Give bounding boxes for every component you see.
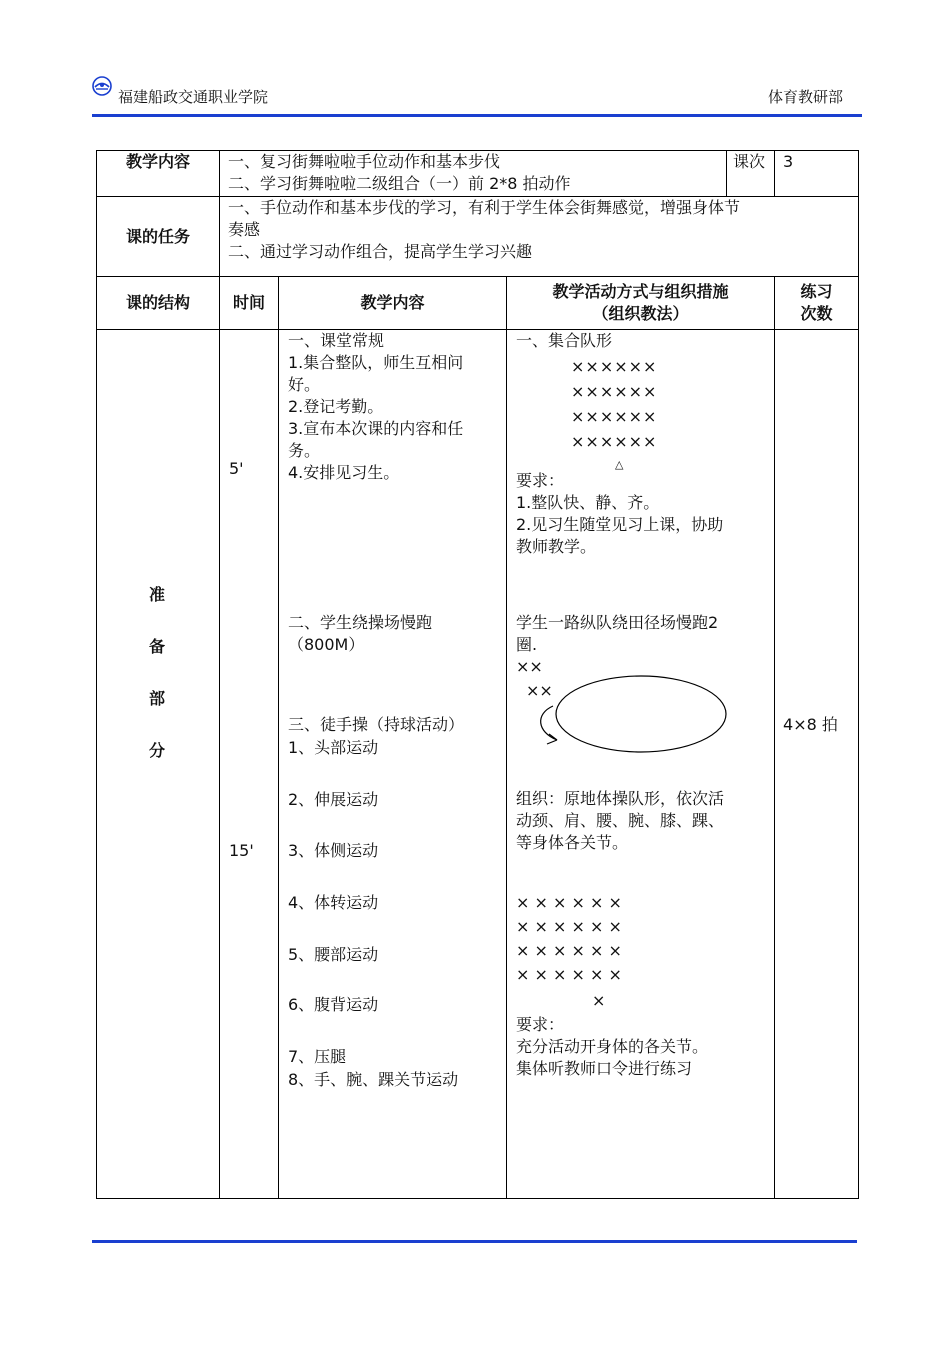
task-row <box>97 197 859 277</box>
time-part-2: 15' <box>229 841 254 860</box>
req-1: 1.整队快、静、齐。 <box>516 493 660 512</box>
exercise-5: 5、腰部运动 <box>288 945 379 964</box>
col-count-line-2: 次数 <box>800 304 833 323</box>
prep-char-3: 部 <box>149 689 166 708</box>
prep-char-2: 备 <box>149 637 166 656</box>
prep-char-1: 准 <box>149 585 166 604</box>
exercise-8: 8、手、腕、踝关节运动 <box>288 1070 459 1089</box>
task-text <box>220 197 859 277</box>
routine-3b: 务。 <box>288 441 321 460</box>
req-2b: 教师教学。 <box>516 537 597 556</box>
drill-leader: × <box>592 991 606 1010</box>
requirements-block <box>516 470 723 558</box>
footer-rule <box>92 1240 857 1243</box>
header-rule <box>92 114 862 117</box>
exercise-1: 1、头部运动 <box>288 738 379 757</box>
formation-title: 一、集合队形 <box>516 331 613 350</box>
req2-title: 要求： <box>516 1015 565 1034</box>
org-a: 组织：原地体操队形，依次活 <box>516 789 725 808</box>
drill-row-1: × × × × × × <box>516 893 622 912</box>
exercise-3: 3、体侧运动 <box>288 841 379 860</box>
prep-char-4: 分 <box>149 741 166 760</box>
prep-method-cell <box>507 330 775 1199</box>
run-block <box>288 612 432 656</box>
exercise-title: 三、徒手操（持球活动） <box>288 715 465 734</box>
content-line-1: 一、复习街舞啦啦手位动作和基本步伐 <box>228 152 501 171</box>
task-label: 课的任务 <box>97 197 220 277</box>
routine-1a: 1.集合整队，师生互相问 <box>288 353 464 372</box>
school-emblem-icon <box>92 76 112 96</box>
run-line-a: 二、学生绕操场慢跑 <box>288 613 433 632</box>
school-name: 福建船政交通职业学院 <box>118 88 269 106</box>
time-part-1: 5' <box>229 459 244 478</box>
organization-block <box>516 788 724 854</box>
run-method-a: 学生一路纵队绕田径场慢跑2 <box>516 613 719 632</box>
prep-row <box>97 330 859 1199</box>
col-count-line-1: 练习 <box>800 282 833 301</box>
col-method-line-1: 教学活动方式与组织措施 <box>552 282 729 301</box>
formation-row-4: ×××××× <box>571 432 658 451</box>
run-marks: ×× <box>516 657 543 676</box>
content-text <box>220 151 727 197</box>
col-method <box>507 277 775 330</box>
org-c: 等身体各关节。 <box>516 833 629 852</box>
prep-time-cell <box>220 330 279 1199</box>
formation-row-1: ×××××× <box>571 357 658 376</box>
run-method-b: 圈. <box>516 635 538 654</box>
exercise-7: 7、压腿 <box>288 1047 347 1066</box>
req2-1: 充分活动开身体的各关节。 <box>516 1037 709 1056</box>
routine-2: 2.登记考勤。 <box>288 397 384 416</box>
formation-row-2: ×××××× <box>571 382 658 401</box>
department-name: 体育教研部 <box>767 88 843 106</box>
routine-title: 一、课堂常规 <box>288 331 385 350</box>
req-title: 要求： <box>516 471 565 490</box>
col-content: 教学内容 <box>279 277 507 330</box>
teacher-triangle-icon: △ <box>615 458 624 471</box>
drill-row-4: × × × × × × <box>516 965 622 984</box>
run-method-block <box>516 612 718 656</box>
content-label: 教学内容 <box>97 151 220 197</box>
prep-content-cell <box>279 330 507 1199</box>
drill-row-3: × × × × × × <box>516 941 622 960</box>
task-line-3: 二、通过学习动作组合，提高学生学习兴趣 <box>228 242 533 261</box>
col-method-line-2: （组织教法） <box>592 304 689 323</box>
lesson-no-value: 3 <box>775 151 859 197</box>
task-line-1: 一、手位动作和基本步伐的学习，有利于学生体会街舞感觉，增强身体节 <box>228 198 741 217</box>
routine-block <box>288 330 463 484</box>
formation-row-3: ×××××× <box>571 407 658 426</box>
task-line-2: 奏感 <box>228 220 261 239</box>
col-time: 时间 <box>220 277 279 330</box>
exercise-6: 6、腹背运动 <box>288 995 379 1014</box>
prep-section-cell <box>97 330 220 1199</box>
run-line-b: （800M） <box>288 635 365 654</box>
lesson-plan-table <box>96 150 859 1199</box>
requirements-2-block <box>516 1014 708 1080</box>
routine-3a: 3.宣布本次课的内容和任 <box>288 419 464 438</box>
org-b: 动颈、肩、腰、腕、膝、踝、 <box>516 811 725 830</box>
practice-count: 4×8 拍 <box>783 715 838 734</box>
routine-1b: 好。 <box>288 375 321 394</box>
req-2a: 2.见习生随堂见习上课，协助 <box>516 515 724 534</box>
drill-row-2: × × × × × × <box>516 917 622 936</box>
column-header-row <box>97 277 859 330</box>
prep-count-cell <box>775 330 859 1199</box>
routine-4: 4.安排见习生。 <box>288 463 400 482</box>
loop-marks: ×× <box>526 681 553 700</box>
col-structure: 课的结构 <box>97 277 220 330</box>
col-count <box>775 277 859 330</box>
lesson-no-label: 课次 <box>727 151 775 197</box>
exercise-2: 2、伸展运动 <box>288 790 379 809</box>
content-line-2: 二、学习街舞啦啦二级组合（一）前 2*8 拍动作 <box>228 174 571 193</box>
exercise-4: 4、体转运动 <box>288 893 379 912</box>
req2-2: 集体听教师口令进行练习 <box>516 1059 693 1078</box>
content-row <box>97 151 859 197</box>
